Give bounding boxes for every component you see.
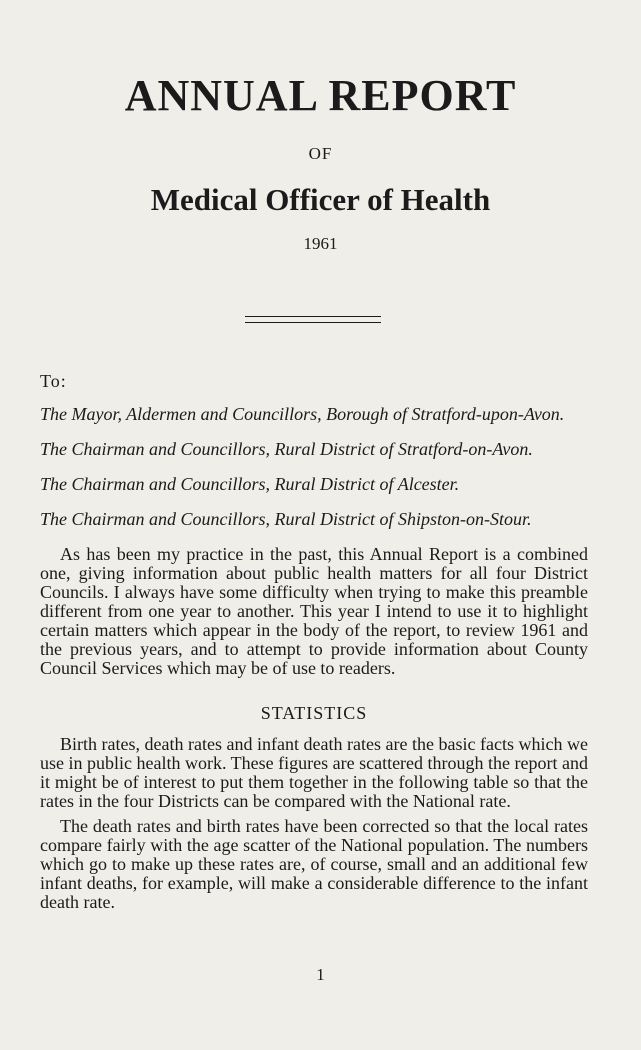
page-number: 1 bbox=[316, 965, 325, 984]
decorative-double-rule bbox=[245, 316, 381, 323]
addressee-shipston-rural: The Chairman and Councillors, Rural District of Shipston-on-Stour. bbox=[40, 509, 532, 529]
statistics-heading: STATISTICS bbox=[260, 703, 368, 723]
statistics-paragraph: The death rates and birth rates have been corrected so that the local rates compare fairly with the age scatter of the National population. The numbers which go to make up these rates are, of course, small and an additional few infant deaths, for example, will make a considerable difference to the infant death rate. bbox=[40, 816, 588, 912]
addressee-alcester-rural: The Chairman and Councillors, Rural District of Alcester. bbox=[40, 474, 460, 494]
addressee-list bbox=[40, 405, 588, 529]
intro-paragraph: As has been my practice in the past, this Annual Report is a combined one, giving information about public health matters for all four District Councils. I always have some difficulty when trying to make this preamble different from one year to another. This year I intend to use it to highlight certain matters which appear in the body of the report, to review 1961 and the previous years, and to attempt to provide information about County Council Services which may be of use to readers. bbox=[40, 544, 588, 678]
addressee-stratford-rural: The Chairman and Councillors, Rural District of Stratford-on-Avon. bbox=[40, 439, 533, 459]
report-title: ANNUAL REPORT bbox=[124, 71, 517, 120]
report-subtitle: Medical Officer of Health bbox=[150, 182, 491, 217]
addressee-borough: The Mayor, Aldermen and Councillors, Borough of Stratford-upon-Avon. bbox=[40, 404, 565, 424]
report-title-of: OF bbox=[308, 144, 333, 163]
salutation-to: To: bbox=[40, 371, 67, 391]
report-body bbox=[40, 372, 588, 912]
report-year: 1961 bbox=[303, 234, 338, 253]
statistics-paragraph: Birth rates, death rates and infant death rates are the basic facts which we use in public health work. These figures are scattered through the report and it might be of interest to put them together in the following table so that the rates in the four Districts can be compared with the National rate. bbox=[40, 734, 588, 811]
